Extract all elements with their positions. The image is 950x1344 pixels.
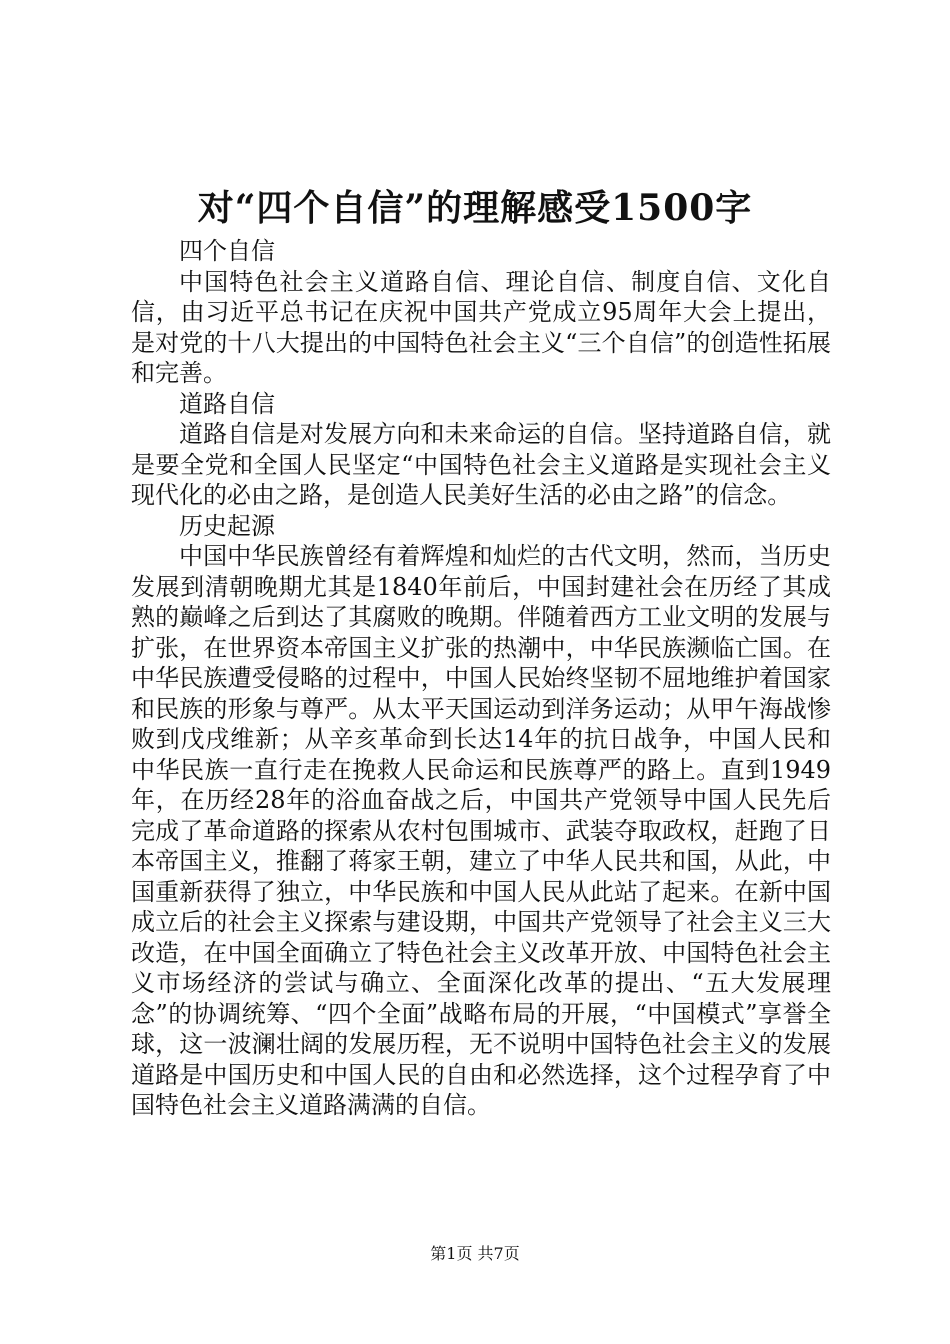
page-number-footer: 第1页 共7页 — [430, 1244, 520, 1263]
paragraph-path-confidence: 道路自信是对发展方向和未来命运的自信。坚持道路自信，就是要全党和全国人民坚定“中国特色社会主义道路是实现社会主义现代化的必由之路，是创造人民美好生活的必由之路”的信念。 — [131, 420, 831, 509]
document-title: 对“四个自信”的理解感受1500字 — [197, 187, 753, 229]
section-heading-four-confidences: 四个自信 — [179, 237, 275, 265]
paragraph-historical-origin: 中国中华民族曾经有着辉煌和灿烂的古代文明，然而，当历史发展到清朝晚期尤其是1840年前后，中国封建社会在历经了其成熟的巅峰之后到达了其腐败的晚期。伴随着西方工业文明的发展与扩张，在世界资本帝国主义扩张的热潮中，中华民族濒临亡国。在中华民族遭受侵略的过程中，中国人民始终坚韧不屈地维护着国家和民族的形象与尊严。从太平天国运动到洋务运动；从甲午海战惨败到戊戌维新；从辛亥革命到长达14年的抗日战争，中国人民和中华民族一直行走在挽救人民命运和民族尊严的路上。直到1949年，在历经28年的浴血奋战之后，中国共产党领导中国人民先后完成了革命道路的探索从农村包围城市、武装夺取政权，赶跑了日本帝国主义，推翻了蒋家王朝，建立了中华人民共和国，从此，中国重新获得了独立，中华民族和中国人民从此站了起来。在新中国成立后的社会主义探索与建设期，中国共产党领导了社会主义三大改造，在中国全面确立了特色社会主义改革开放、中国特色社会主义市场经济的尝试与确立、全面深化改革的提出、“五大发展理念”的协调统筹、“四个全面”战略布局的开展，“中国模式”享誉全球，这一波澜壮阔的发展历程，无不说明中国特色社会主义的发展道路是中国历史和中国人民的自由和必然选择，这个过程孕育了中国特色社会主义道路满满的自信。 — [131, 542, 831, 1119]
document-body — [131, 236, 831, 1121]
section-heading-historical-origin: 历史起源 — [179, 511, 275, 540]
section-heading-path-confidence: 道路自信 — [179, 389, 275, 418]
paragraph-four-confidences: 中国特色社会主义道路自信、理论自信、制度自信、文化自信，由习近平总书记在庆祝中国共产党成立95周年大会上提出，是对党的十八大提出的中国特色社会主义“三个自信”的创造性拓展和完善。 — [131, 267, 831, 387]
